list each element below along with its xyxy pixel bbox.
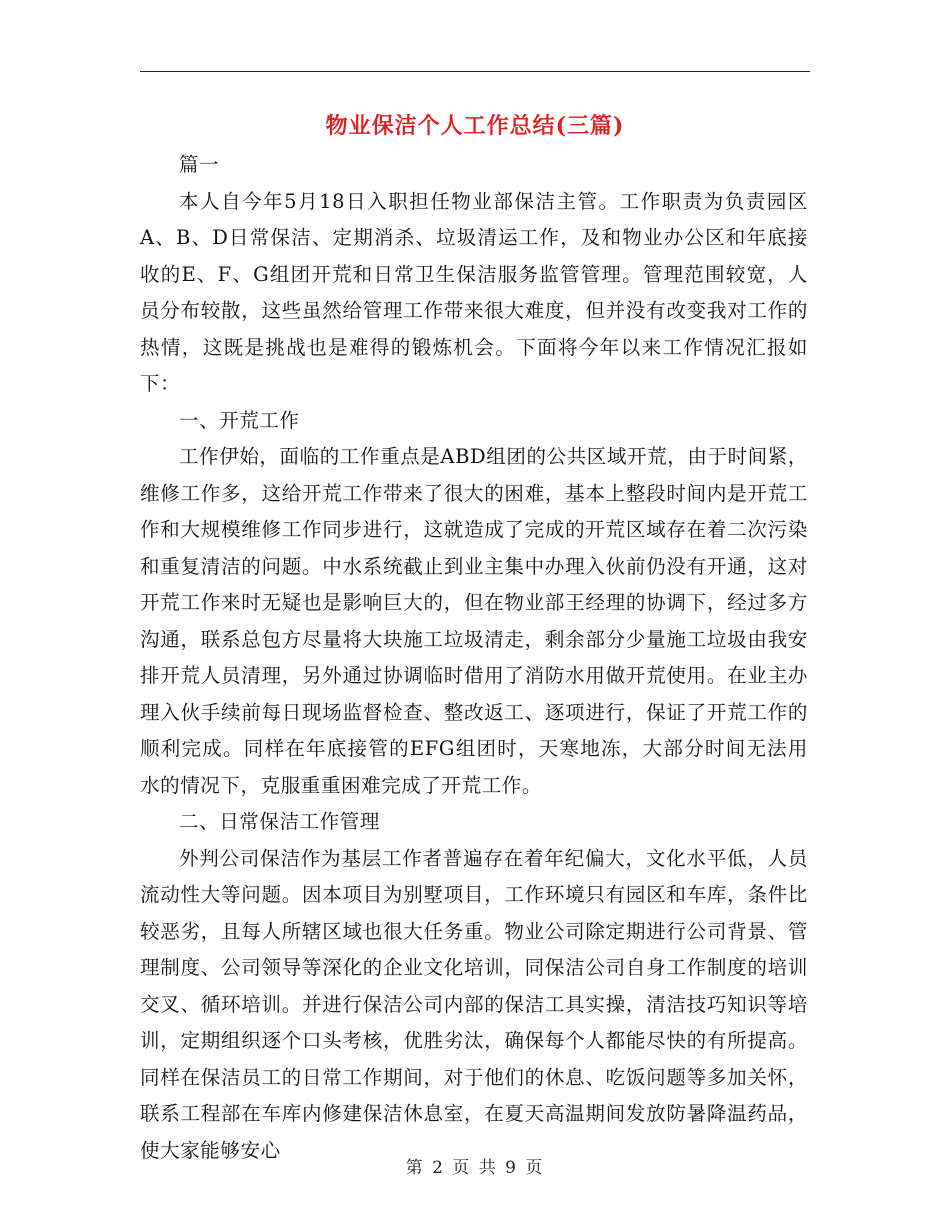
header-rule	[140, 71, 810, 72]
document-title: 物业保洁个人工作总结(三篇)	[325, 113, 625, 139]
section-heading: 一、开荒工作	[179, 408, 300, 432]
section-heading: 二、日常保洁工作管理	[179, 810, 381, 833]
intro-paragraph: 本人自今年5月18日入职担任物业部保洁主管。工作职责为负责园区A、B、D日常保洁、定期消杀、垃圾清运工作，及和物业办公区和年底接收的E、F、G组团开荒和日常卫生保洁服务监管管理。管理范围较宽，人员分布较散，这些虽然给管理工作带来很大难度，但并没有改变我对工作的热情，这既是挑战也是难得的锻炼机会。下面将今年以来工作情况汇报如下：	[140, 189, 808, 395]
body-paragraph: 外判公司保洁作为基层工作者普遍存在着年纪偏大，文化水平低，人员流动性大等问题。因本项目为别墅项目，工作环境只有园区和车库，条件比较恶劣，且每人所辖区域也很大任务重。物业公司除定期进行公司背景、管理制度、公司领导等深化的企业文化培训，同保洁公司自身工作制度的培训交叉、循环培训。并进行保洁公司内部的保洁工具实操，清洁技巧知识等培训，定期组织逐个口头考核，优胜劣汰，确保每个人都能尽快的有所提高。同样在保洁员工的日常工作期间，对于他们的休息、吃饭问题等多加关怀，联系工程部在车库内修建保洁休息室，在夏天高温期间发放防暑降温药品，使大家能够安心	[140, 846, 808, 1162]
section-label: 篇一	[179, 153, 220, 176]
body-paragraph: 工作伊始，面临的工作重点是ABD组团的公共区域开荒，由于时间紧，维修工作多，这给开荒工作带来了很大的困难，基本上整段时间内是开荒工作和大规模维修工作同步进行，这就造成了完成的开荒区域存在着二次污染和重复清洁的问题。中水系统截止到业主集中办理入伙前仍没有开通，这对开荒工作来时无疑也是影响巨大的，但在物业部王经理的协调下，经过多方沟通，联系总包方尽量将大块施工垃圾清走，剩余部分少量施工垃圾由我安排开荒人员清理，另外通过协调临时借用了消防水用做开荒使用。在业主办理入伙手续前每日现场监督检查、整改返工、逐项进行，保证了开荒工作的顺利完成。同样在年底接管的EFG组团时，天寒地冻，大部分时间无法用水的情况下，克服重重困难完成了开荒工作。	[140, 445, 808, 797]
page-number: 第 2 页 共 9 页	[405, 1158, 545, 1178]
document-body	[140, 147, 808, 1169]
